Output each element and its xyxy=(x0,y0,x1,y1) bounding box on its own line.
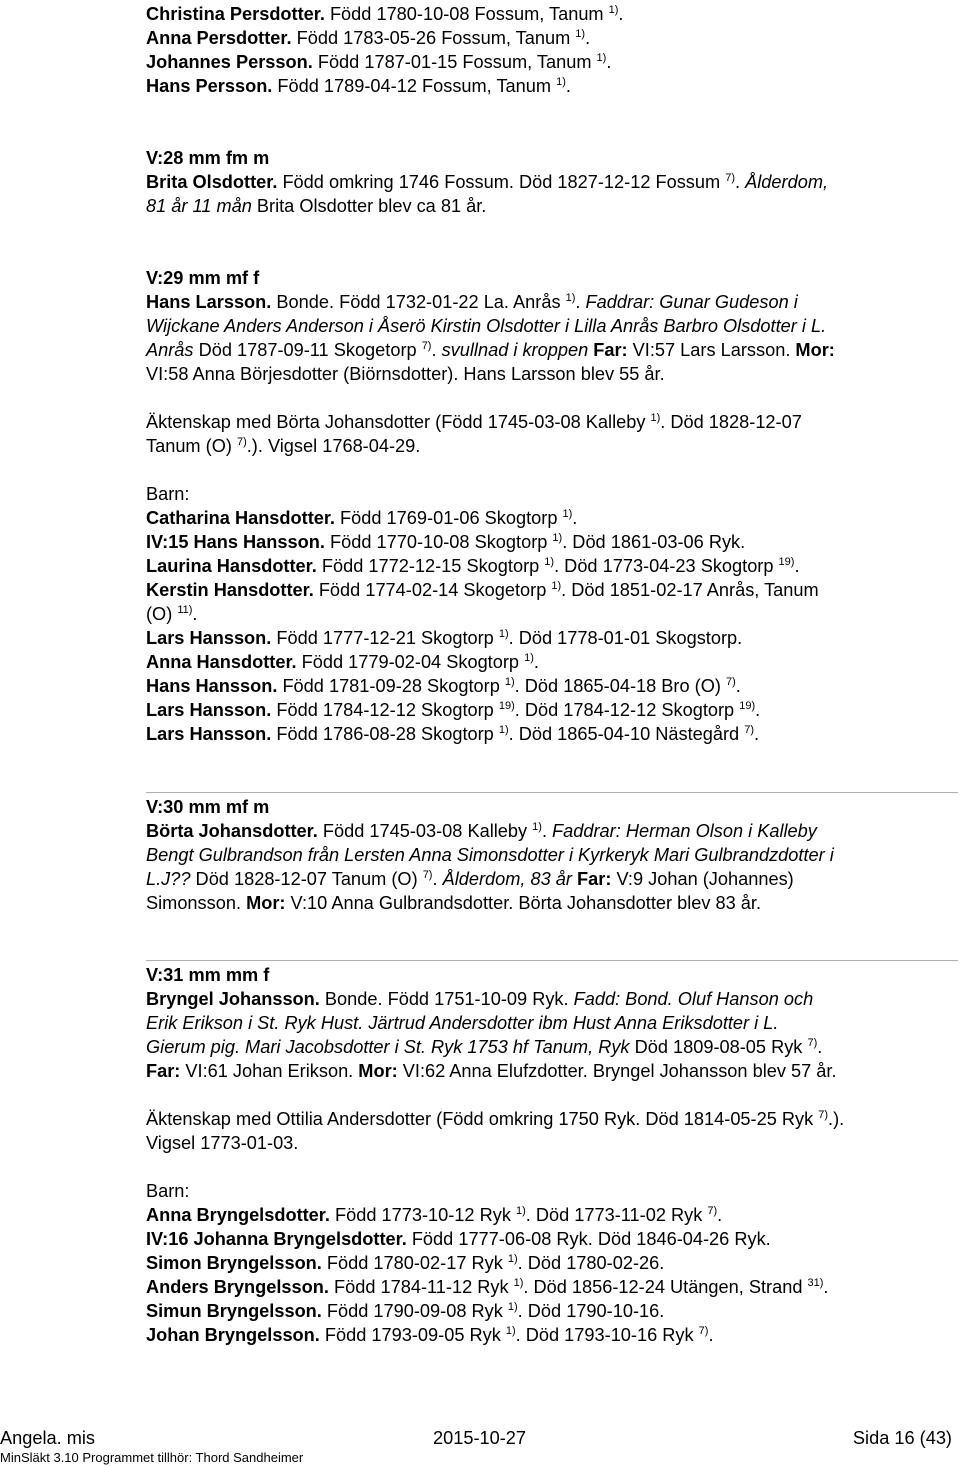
person-entry-v29-mother: VI:58 Anna Börjesdotter (Biörnsdotter). Hans Larsson blev 55 år. xyxy=(146,364,665,384)
person-entry-v31-death: Gierum pig. Mari Jacobsdotter i St. Ryk 1753 hf Tanum, Ryk Död 1809-08-05 Ryk $^{7)}$. xyxy=(146,1037,823,1057)
marriage-line: Äktenskap med Börta Johansdotter (Född 1745-03-08 Kalleby $^{1)}$. Död 1828-12-07 xyxy=(146,412,802,432)
person-entry-v28-cont: 81 år 11 mån Brita Olsdotter blev ca 81 år. xyxy=(146,196,487,216)
sibling-line: Christina Persdotter. Född 1780-10-08 Fossum, Tanum $^{1)}$. xyxy=(146,4,624,24)
person-entry-v30: Börta Johansdotter. Född 1745-03-08 Kalleby $^{1)}$. Faddrar: Herman Olson i Kalleby xyxy=(146,821,817,841)
section-heading-v30: V:30 mm mf m xyxy=(146,797,270,817)
person-entry-v30-mother: Simonsson. Mor: V:10 Anna Gulbrandsdotter. Börta Johansdotter blev 83 år. xyxy=(146,893,762,913)
section-heading-v31: V:31 mm mm f xyxy=(146,965,270,985)
child-entry: Johan Bryngelsson. Född 1793-09-05 Ryk $^{1)}$. Död 1793-10-16 Ryk $^{7)}$. xyxy=(146,1325,714,1345)
child-entry: Lars Hansson. Född 1784-12-12 Skogtorp $^{19)}$. Död 1784-12-12 Skogtorp $^{19)}$. xyxy=(146,700,761,720)
child-entry: IV:16 Johanna Bryngelsdotter. Född 1777-06-08 Ryk. Död 1846-04-26 Ryk. xyxy=(146,1229,771,1249)
child-entry: Lars Hansson. Född 1786-08-28 Skogtorp $^{1)}$. Död 1865-04-10 Nästegård $^{7)}$. xyxy=(146,724,760,744)
section-heading-v28: V:28 mm fm m xyxy=(146,148,270,168)
footer-program: MinSläkt 3.10 Programmet tillhör: Thord Sandheimer xyxy=(0,1450,304,1465)
child-entry-cont: (O) $^{11)}$. xyxy=(146,604,198,624)
sibling-line: Hans Persson. Född 1789-04-12 Fossum, Tanum $^{1)}$. xyxy=(146,76,571,96)
section-divider xyxy=(146,792,958,793)
marriage-line: Äktenskap med Ottilia Andersdotter (Född omkring 1750 Ryk. Död 1814-05-25 Ryk $^{7)}$.). xyxy=(146,1109,845,1129)
children-label: Barn: xyxy=(146,1181,190,1201)
person-entry-v29: Hans Larsson. Bonde. Född 1732-01-22 La. Anrås $^{1)}$. Faddrar: Gunar Gudeson i xyxy=(146,292,798,312)
child-entry: Lars Hansson. Född 1777-12-21 Skogtorp $^{1)}$. Död 1778-01-01 Skogstorp. xyxy=(146,628,743,648)
child-entry: Hans Hansson. Född 1781-09-28 Skogtorp $^{1)}$. Död 1865-04-18 Bro (O) $^{7)}$. xyxy=(146,676,741,696)
marriage-line-cont: Tanum (O) $^{7)}$.). Vigsel 1768-04-29. xyxy=(146,436,421,456)
marriage-line-cont: Vigsel 1773-01-03. xyxy=(146,1133,299,1153)
person-entry-v29-death: Anrås Död 1787-09-11 Skogetorp $^{7)}$. svullnad i kroppen Far: VI:57 Lars Larsson. Mor: xyxy=(146,340,835,360)
child-entry: Kerstin Hansdotter. Född 1774-02-14 Skogetorp $^{1)}$. Död 1851-02-17 Anrås, Tanum xyxy=(146,580,819,600)
child-entry: Laurina Hansdotter. Född 1772-12-15 Skogtorp $^{1)}$. Död 1773-04-23 Skogtorp $^{19)}$. xyxy=(146,556,800,576)
child-entry: Catharina Hansdotter. Född 1769-01-06 Skogtorp $^{1)}$. xyxy=(146,508,578,528)
footer-author: Angela. mis xyxy=(0,1428,96,1448)
person-entry-v31: Bryngel Johansson. Bonde. Född 1751-10-09 Ryk. Fadd: Bond. Oluf Hanson och xyxy=(146,989,814,1009)
footer-page-number: Sida 16 (43) xyxy=(852,1428,952,1448)
sibling-line: Anna Persdotter. Född 1783-05-26 Fossum, Tanum $^{1)}$. xyxy=(146,28,591,48)
person-entry-v30-death: L.J?? Död 1828-12-07 Tanum (O) $^{7)}$. Ålderdom, 83 år Far: V:9 Johan (Johannes) xyxy=(146,869,794,889)
godparents-text: Bengt Gulbrandson från Lersten Anna Simonsdotter i Kyrkeryk Mari Gulbrandzdotter i xyxy=(146,845,834,865)
section-heading-v29: V:29 mm mf f xyxy=(146,268,260,288)
child-entry: Simon Bryngelsson. Född 1780-02-17 Ryk $^{1)}$. Död 1780-02-26. xyxy=(146,1253,665,1273)
person-entry-v31-parents: Far: VI:61 Johan Erikson. Mor: VI:62 Anna Elufzdotter. Bryngel Johansson blev 57 år. xyxy=(146,1061,837,1081)
person-entry-v28: Brita Olsdotter. Född omkring 1746 Fossum. Död 1827-12-12 Fossum $^{7)}$. Ålderdom, xyxy=(146,172,829,192)
child-entry: Anders Bryngelsson. Född 1784-11-12 Ryk $^{1)}$. Död 1856-12-24 Utängen, Strand $^{31)}$. xyxy=(146,1277,829,1297)
footer-date: 2015-10-27 xyxy=(433,1428,527,1448)
godparents-text: Wijckane Anders Anderson i Åserö Kirstin Olsdotter i Lilla Anrås Barbro Olsdotter i L. xyxy=(146,316,827,336)
child-entry: Simun Bryngelsson. Född 1790-09-08 Ryk $^{1)}$. Död 1790-10-16. xyxy=(146,1301,665,1321)
section-divider xyxy=(146,960,958,961)
child-entry: Anna Bryngelsdotter. Född 1773-10-12 Ryk $^{1)}$. Död 1773-11-02 Ryk $^{7)}$. xyxy=(146,1205,723,1225)
godparents-text: Erik Erikson i St. Ryk Hust. Järtrud Andersdotter ibm Hust Anna Eriksdotter i L. xyxy=(146,1013,779,1033)
sibling-line: Johannes Persson. Född 1787-01-15 Fossum, Tanum $^{1)}$. xyxy=(146,52,612,72)
child-entry: Anna Hansdotter. Född 1779-02-04 Skogtorp $^{1)}$. xyxy=(146,652,539,672)
child-entry: IV:15 Hans Hansson. Född 1770-10-08 Skogtorp $^{1)}$. Död 1861-03-06 Ryk. xyxy=(146,532,746,552)
children-label: Barn: xyxy=(146,484,190,504)
